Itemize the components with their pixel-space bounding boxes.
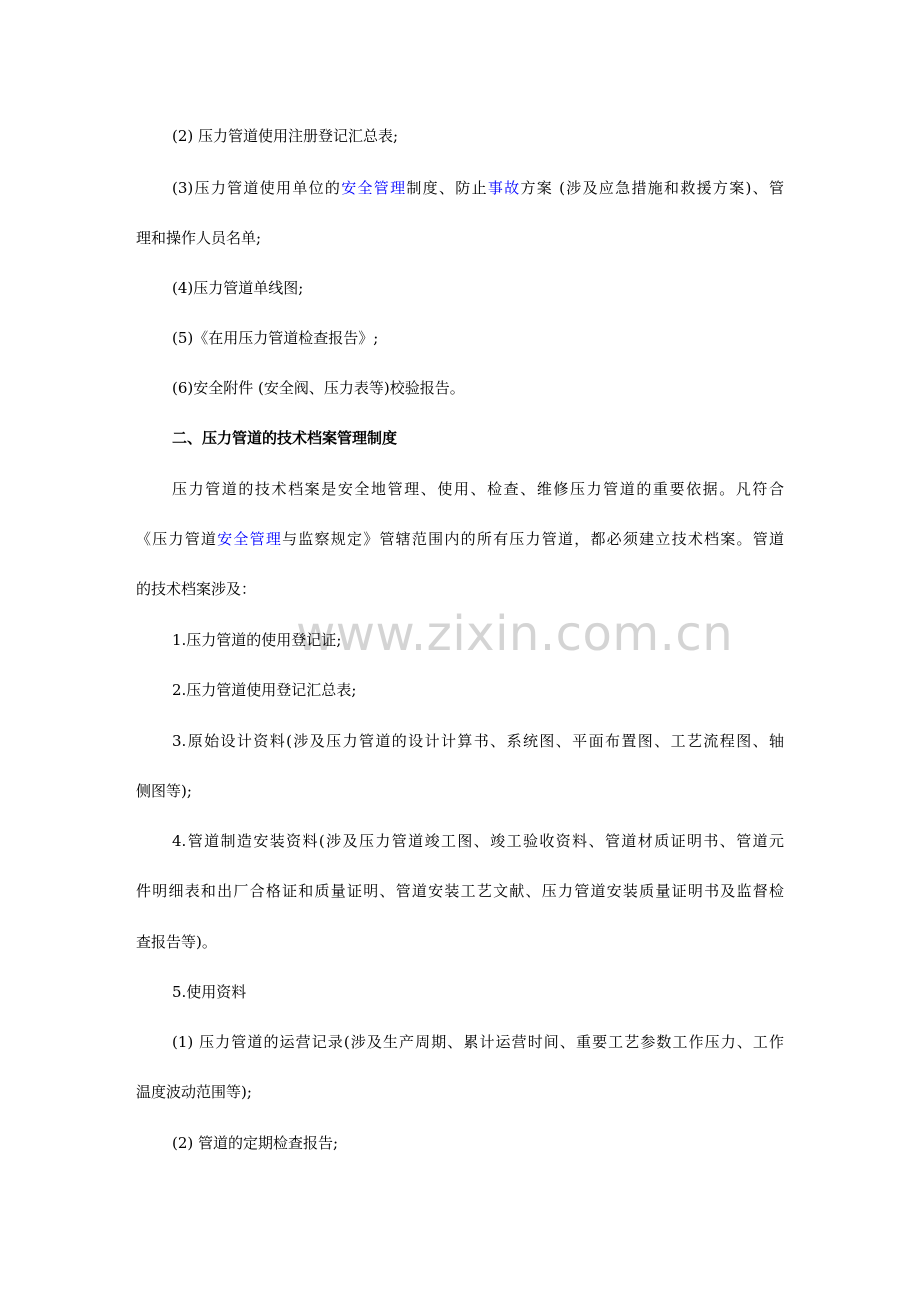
- sub-item-2: (2) 管道的定期检查报告;: [172, 1134, 339, 1152]
- paragraph-line-3: 的技术档案涉及：: [136, 580, 257, 598]
- item-line-3-cont: 理和操作人员名单;: [136, 229, 262, 247]
- text-segment: 方案 (涉及应急措施和救援方案)、管: [520, 179, 784, 197]
- item-line-2: (2) 压力管道使用注册登记汇总表;: [172, 127, 399, 145]
- paragraph-line-1: [172, 479, 784, 499]
- text-segment: 与监察规定》管辖范围内的所有压力管道，都必须建立技术档案。管道: [282, 530, 784, 548]
- paragraph-line-2: [136, 529, 784, 549]
- list-item-text: 件明细表和出厂合格证和质量证明、管道安装工艺文献、压力管道安装质量证明书及监督检: [136, 882, 784, 900]
- item-line-6: (6)安全附件 (安全阀、压力表等)校验报告。: [172, 379, 465, 397]
- watermark: www.zixin.com.cn: [296, 606, 734, 662]
- sub-item-1-cont: 温度波动范围等);: [136, 1083, 252, 1101]
- paragraph-text: 压力管道的技术档案是安全地管理、使用、检查、维修压力管道的重要依据。凡符合: [172, 480, 784, 498]
- list-item-text: 4.管道制造安装资料(涉及压力管道竣工图、竣工验收资料、管道材质证明书、管道元: [172, 832, 784, 850]
- link-accident[interactable]: 事故: [487, 179, 521, 197]
- text-segment: 制度、防止: [406, 179, 488, 197]
- text-segment: 《压力管道: [136, 530, 218, 548]
- item-line-4: (4)压力管道单线图;: [172, 279, 304, 297]
- list-item-3-cont: 侧图等);: [136, 782, 192, 800]
- list-item-4-cont-1: [136, 881, 784, 901]
- list-item-text: 3.原始设计资料(涉及压力管道的设计计算书、系统图、平面布置图、工艺流程图、轴: [172, 732, 784, 750]
- link-safety-management[interactable]: 安全管理: [341, 179, 407, 197]
- sub-item-1: [172, 1032, 784, 1052]
- item-line-5: (5)《在用压力管道检查报告》;: [172, 329, 379, 347]
- list-item-2: 2.压力管道使用登记汇总表;: [172, 681, 357, 699]
- link-safety-management[interactable]: 安全管理: [217, 530, 283, 548]
- sub-item-text: (1) 压力管道的运营记录(涉及生产周期、累计运营时间、重要工艺参数工作压力、工作: [172, 1033, 784, 1051]
- list-item-4: [172, 831, 784, 851]
- list-item-1: 1.压力管道的使用登记证;: [172, 631, 342, 649]
- list-item-5: 5.使用资料: [172, 983, 247, 1001]
- list-item-4-cont-2: 查报告等)。: [136, 933, 217, 951]
- section-heading: 二、压力管道的技术档案管理制度: [172, 429, 398, 447]
- item-line-3: [172, 178, 784, 198]
- list-item-3: [172, 731, 784, 751]
- text-segment: (3)压力管道使用单位的: [172, 179, 342, 197]
